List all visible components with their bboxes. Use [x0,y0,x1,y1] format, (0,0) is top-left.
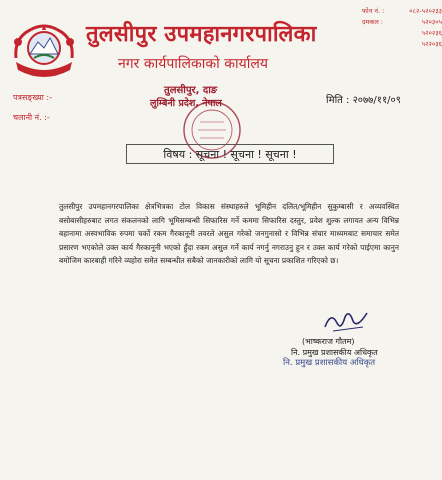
office-title: तुलसीपुर उपमहानगरपालिका [86,22,317,47]
letter-number-label: पत्रसङ्ख्या :- [13,93,52,102]
notice-body: तुलसीपुर उपमहानगरपालिका क्षेत्रभित्रका टोल विकास संस्थाहरुले भूमिहीन दलित/भूमिहीन सुकुम्बासी र अव्यवस्थित बसोबासीहरुबाट लगत संकलनको लागि भूमिसम्बन्धी सिफारिस गर्ने कममा सिफारिस दस्तुर, प्रवेश शुल्क लगायत अन्य विभिन्न बहानामा अस्वभाविक रुपमा चर्को रकम गैरकानूनी तवरले असुल गरेको जनगुनासो र विभिन्न संचार माध्यमबाट समाचार समेत प्रसारण भएकोले उक्त कार्य गैरकानूनी भएको हुँदा रकम असुल गर्ने कार्य नगर्नु नगराउनु हुन र उक्त कार्य गरेको पाईएमा कानुन बमोजिम कारबाही गरिने व्यहोरा समेत सम्बन्धीत सबैको जानकारीको लागि यो सूचना प्रकाशित गरिएको छ। [59,202,399,266]
signatory-title-stamp: नि. प्रमुख प्रशासकीय अधिकृत [283,358,376,368]
signatory-title: नि. प्रमुख प्रशासकीय अधिकृत [291,348,378,357]
contact-value: ०८२-५२०२३३ [409,7,442,15]
office-subtitle: नगर कार्यपालिकाको कार्यालय [118,56,268,72]
nepal-emblem-icon [8,18,80,84]
contact-block [362,6,442,50]
subject-line: विषय : सूचना ! सूचना ! सूचना ! [126,144,334,164]
contact-value: ५२२०३६ [421,40,442,48]
contact-row [362,6,442,17]
contact-row [362,28,442,39]
seal-text-line2: लुम्बिनी प्रदेश, नेपाल [150,98,222,109]
seal-text-line1: तुलसीपुर, दाङ [164,85,218,96]
contact-value: ५२०३०५ [421,18,442,26]
contact-value: ५२०२३६ [421,29,442,37]
contact-label: दमकल : [362,18,383,26]
signature-icon [323,307,369,335]
dispatch-number-label: चलानी नं. :- [13,113,50,122]
signatory-name: (भाष्कराज गौतम) [302,337,355,346]
letter-date: मिति : २०७७/११/०९ [326,95,401,106]
contact-row [362,17,442,28]
contact-row [362,39,442,50]
contact-label: फोन नं. : [362,7,385,15]
